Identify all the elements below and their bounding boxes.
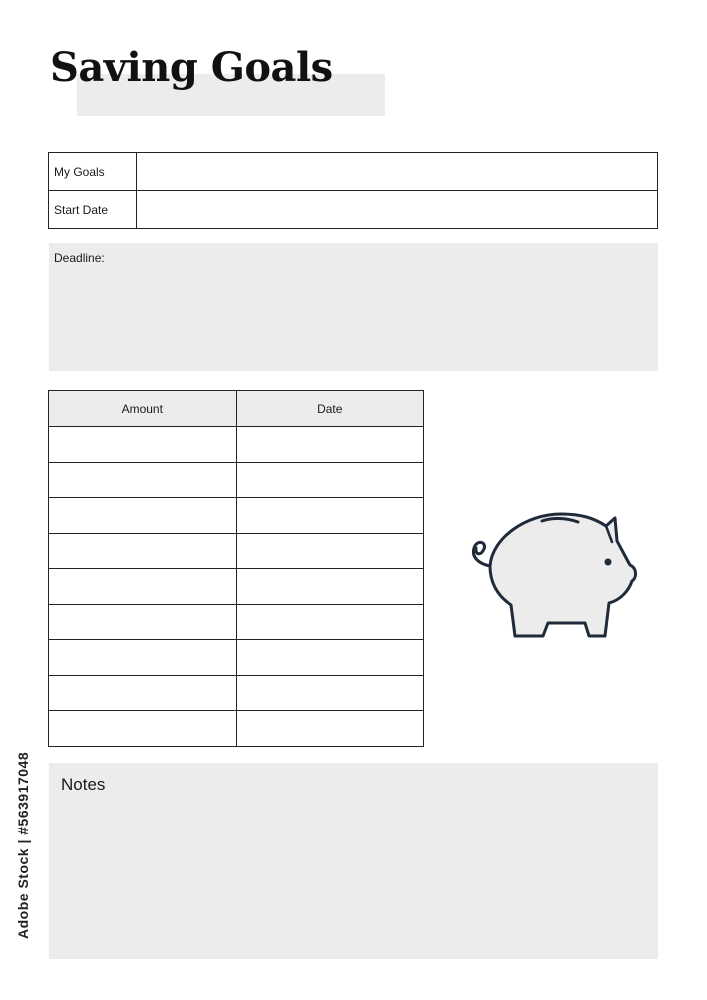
goals-table bbox=[48, 152, 658, 229]
deadline-field[interactable] bbox=[49, 243, 658, 371]
table-row bbox=[49, 569, 424, 605]
amount-cell[interactable] bbox=[49, 675, 237, 711]
amount-cell[interactable] bbox=[49, 569, 237, 605]
notes-field[interactable] bbox=[49, 763, 658, 959]
date-cell[interactable] bbox=[236, 427, 424, 463]
date-header: Date bbox=[236, 391, 424, 427]
date-cell[interactable] bbox=[236, 675, 424, 711]
amount-header: Amount bbox=[49, 391, 237, 427]
goals-row-my-goals bbox=[49, 153, 658, 191]
table-row bbox=[49, 640, 424, 676]
date-cell[interactable] bbox=[236, 462, 424, 498]
my-goals-label: My Goals bbox=[49, 153, 137, 191]
page-title: Saving Goals bbox=[50, 44, 333, 91]
table-row bbox=[49, 427, 424, 463]
table-row bbox=[49, 498, 424, 534]
notes-label: Notes bbox=[61, 775, 106, 794]
amount-cell[interactable] bbox=[49, 604, 237, 640]
amount-cell[interactable] bbox=[49, 533, 237, 569]
amount-cell[interactable] bbox=[49, 640, 237, 676]
amount-cell[interactable] bbox=[49, 498, 237, 534]
table-row bbox=[49, 675, 424, 711]
amount-cell[interactable] bbox=[49, 711, 237, 747]
stock-id-text: Adobe Stock | #563917048 bbox=[15, 751, 31, 939]
my-goals-field[interactable] bbox=[137, 153, 658, 191]
date-cell[interactable] bbox=[236, 711, 424, 747]
piggy-bank-icon bbox=[466, 508, 641, 643]
savings-log-header bbox=[49, 391, 424, 427]
deadline-label: Deadline: bbox=[54, 251, 105, 265]
date-cell[interactable] bbox=[236, 569, 424, 605]
start-date-label: Start Date bbox=[49, 191, 137, 229]
date-cell[interactable] bbox=[236, 640, 424, 676]
date-cell[interactable] bbox=[236, 533, 424, 569]
table-row bbox=[49, 533, 424, 569]
table-row bbox=[49, 462, 424, 498]
savings-log-table bbox=[48, 390, 424, 747]
start-date-field[interactable] bbox=[137, 191, 658, 229]
table-row bbox=[49, 604, 424, 640]
amount-cell[interactable] bbox=[49, 462, 237, 498]
date-cell[interactable] bbox=[236, 498, 424, 534]
date-cell[interactable] bbox=[236, 604, 424, 640]
amount-cell[interactable] bbox=[49, 427, 237, 463]
goals-row-start-date bbox=[49, 191, 658, 229]
table-row bbox=[49, 711, 424, 747]
